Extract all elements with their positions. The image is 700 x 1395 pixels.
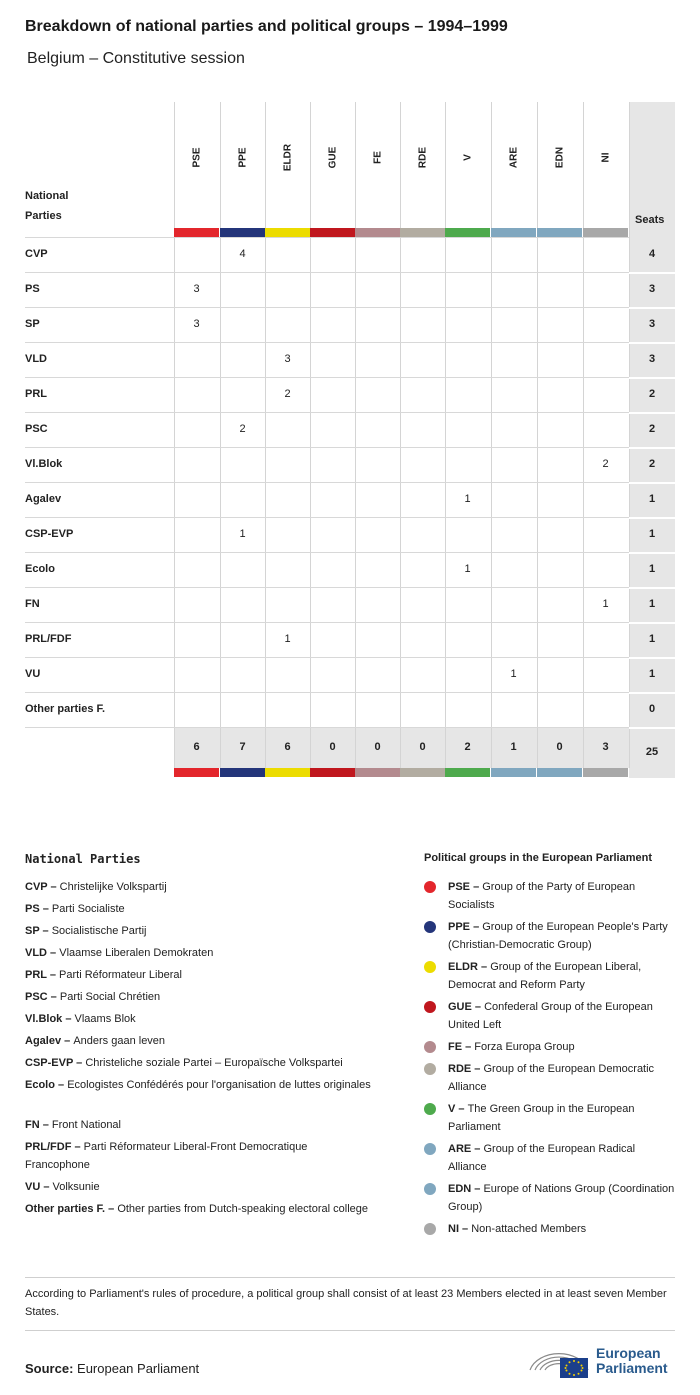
seat-row-divider (629, 552, 675, 554)
group-color-bar-ni (583, 228, 628, 237)
party-row-label: Ecolo (25, 563, 55, 575)
row-divider (25, 272, 629, 273)
party-row-label: VLD (25, 353, 47, 365)
legend-name: Front National (51, 1119, 121, 1131)
group-header-fe: FE (372, 151, 383, 164)
party-seats: 1 (648, 598, 656, 610)
source-value: European Parliament (77, 1361, 200, 1376)
group-total-bar-eldr (265, 768, 310, 777)
national-party-legend-item (25, 944, 375, 962)
seat-row-divider (629, 657, 675, 659)
party-row-label: CSP-EVP (25, 528, 74, 540)
page-title: Breakdown of national parties and political groups – 1994–1999 (25, 18, 508, 35)
group-total-bar-v (445, 768, 490, 777)
table-cell: 2 (602, 458, 609, 470)
table-cell: 1 (464, 563, 471, 575)
row-divider (25, 517, 629, 518)
legend-abbr: Other parties F. – (25, 1203, 118, 1215)
party-seats: 3 (648, 353, 656, 365)
column-divider (445, 102, 446, 768)
european-parliament-logo-icon (526, 1340, 592, 1380)
row-divider (25, 447, 629, 448)
legend-name: Other parties from Dutch-speaking electoral college (117, 1203, 368, 1215)
group-total-are: 1 (510, 741, 517, 753)
legend-abbr: FN – (25, 1119, 52, 1131)
group-header-eldr: ELDR (282, 143, 293, 172)
group-total-fe: 0 (374, 741, 381, 753)
legend-abbr: ELDR – (448, 961, 491, 973)
logo-line-2: Parliament (596, 1360, 668, 1376)
group-total-bar-are (491, 768, 536, 777)
legend-abbr: PS – (25, 903, 52, 915)
legend-abbr: PSC – (25, 991, 60, 1003)
legend-name: Vlaams Blok (74, 1013, 136, 1025)
national-party-legend-item (25, 1116, 375, 1134)
table-cell: 2 (239, 423, 246, 435)
row-divider (25, 307, 629, 308)
political-group-legend-item (448, 998, 676, 1034)
political-group-legend-item (448, 1140, 676, 1176)
rules-note: According to Parliament's rules of procedure, a political group shall consist of at least 23 Members elected in at least seven Member States. (25, 1288, 667, 1318)
group-total-bar-ppe (220, 768, 265, 777)
legend-abbr: PSE – (448, 881, 483, 893)
national-parties-legend-title: National Parties (25, 852, 141, 866)
party-seats: 2 (648, 388, 656, 400)
legend-abbr: NI – (448, 1223, 472, 1235)
group-header-v: V (462, 154, 473, 161)
party-row-label: PSC (25, 423, 48, 435)
row-divider (25, 482, 629, 483)
legend-name: Parti Réformateur Liberal-Front Democratique Francophone (25, 1141, 308, 1171)
party-seats: 0 (648, 703, 656, 715)
political-group-legend-item (448, 1038, 676, 1056)
column-divider (220, 102, 221, 768)
legend-name: Group of the European Liberal, Democrat and Reform Party (448, 961, 642, 991)
legend-abbr: CSP-EVP – (25, 1057, 86, 1069)
group-total-gue: 0 (329, 741, 336, 753)
row-divider (25, 622, 629, 623)
column-divider (174, 102, 175, 768)
national-party-legend-item (25, 1032, 375, 1050)
legend-name: Non-attached Members (471, 1223, 587, 1235)
party-seats: 1 (648, 668, 656, 680)
group-color-bar-gue (310, 228, 355, 237)
seat-row-divider (629, 692, 675, 694)
party-row-label: CVP (25, 248, 48, 260)
legend-name: Forza Europa Group (474, 1041, 575, 1053)
legend-name: Christeliche soziale Partei – Europaïsche Volkspartei (85, 1057, 343, 1069)
party-seats: 2 (648, 423, 656, 435)
legend-abbr: SP – (25, 925, 52, 937)
group-total-bar-edn (537, 768, 582, 777)
group-color-dot (424, 921, 436, 933)
seat-row-divider (629, 482, 675, 484)
legend-abbr: ARE – (448, 1143, 484, 1155)
table-cell: 2 (284, 388, 291, 400)
national-party-legend-item (25, 966, 375, 984)
party-row-label: PRL/FDF (25, 633, 72, 645)
legend-abbr: VLD – (25, 947, 60, 959)
legend-abbr: Agalev – (25, 1035, 74, 1047)
column-divider (583, 102, 584, 768)
seat-row-divider (629, 622, 675, 624)
seat-row-divider (629, 377, 675, 379)
party-row-label: PS (25, 283, 40, 295)
group-total-eldr: 6 (284, 741, 291, 753)
group-total-v: 2 (464, 741, 471, 753)
group-color-dot (424, 1001, 436, 1013)
national-party-legend-item (25, 1178, 375, 1196)
legend-abbr: FE – (448, 1041, 475, 1053)
group-total-edn: 0 (556, 741, 563, 753)
political-group-legend-item (448, 958, 676, 994)
political-group-legend-item (448, 1180, 676, 1216)
legend-name: Socialistische Partij (51, 925, 147, 937)
legend-name: Parti Socialiste (51, 903, 125, 915)
seats-header: Seats (635, 214, 665, 226)
legend-abbr: V – (448, 1103, 468, 1115)
legend-abbr: PPE – (448, 921, 483, 933)
seat-row-divider (629, 272, 675, 274)
table-cell: 1 (510, 668, 517, 680)
group-total-bar-fe (355, 768, 400, 777)
logo-line-1: European (596, 1345, 661, 1361)
legend-name: Confederal Group of the European United Left (448, 1001, 653, 1031)
group-color-dot (424, 881, 436, 893)
group-header-pse: PSE (191, 147, 202, 168)
group-color-bar-edn (537, 228, 582, 237)
group-color-dot (424, 1063, 436, 1075)
group-total-pse: 6 (193, 741, 200, 753)
row-divider (25, 727, 629, 728)
table-cell: 1 (239, 528, 246, 540)
political-group-legend-item (448, 1220, 676, 1238)
group-header-are: ARE (508, 146, 519, 169)
group-header-rde: RDE (417, 146, 428, 169)
national-party-legend-item (25, 1010, 375, 1028)
column-divider (537, 102, 538, 768)
group-total-ppe: 7 (239, 741, 246, 753)
political-group-legend-item (448, 878, 676, 914)
party-seats: 1 (648, 528, 656, 540)
legend-abbr: EDN – (448, 1183, 484, 1195)
legend-name: The Green Group in the European Parliament (448, 1103, 635, 1133)
legend-abbr: Ecolo – (25, 1079, 68, 1091)
group-header-ppe: PPE (237, 147, 248, 168)
party-seats: 1 (648, 633, 656, 645)
row-divider (25, 377, 629, 378)
legend-name: Volksunie (52, 1181, 100, 1193)
page-subtitle: Belgium – Constitutive session (27, 50, 245, 67)
total-seats: 25 (645, 746, 659, 758)
group-color-dot (424, 961, 436, 973)
table-cell: 3 (193, 318, 200, 330)
legend-name: Vlaamse Liberalen Demokraten (59, 947, 214, 959)
legend-abbr: VU – (25, 1181, 53, 1193)
group-total-bar-ni (583, 768, 628, 777)
party-seats: 3 (648, 318, 656, 330)
legend-name: Anders gaan leven (73, 1035, 166, 1047)
group-color-dot (424, 1041, 436, 1053)
group-color-bar-v (445, 228, 490, 237)
legend-name: Group of the European People's Party (Christian-Democratic Group) (448, 921, 668, 951)
table-cell: 1 (464, 493, 471, 505)
table-cell: 1 (284, 633, 291, 645)
table-cell: 4 (239, 248, 246, 260)
breakdown-table (25, 102, 675, 778)
party-row-label: Agalev (25, 493, 62, 505)
party-row-label: PRL (25, 388, 47, 400)
legend-abbr: PRL/FDF – (25, 1141, 84, 1153)
column-divider (265, 102, 266, 768)
party-seats: 1 (648, 493, 656, 505)
header-divider (25, 237, 629, 238)
column-divider (355, 102, 356, 768)
national-party-legend-item (25, 988, 375, 1006)
group-total-rde: 0 (419, 741, 426, 753)
party-row-label: FN (25, 598, 40, 610)
seat-row-divider (629, 307, 675, 309)
group-color-dot (424, 1183, 436, 1195)
source-line (25, 1361, 199, 1376)
legend-name: Group of the European Radical Alliance (448, 1143, 636, 1173)
party-seats: 4 (648, 248, 656, 260)
seat-row-divider (629, 517, 675, 519)
political-group-legend-item (448, 1060, 676, 1096)
group-total-bar-pse (174, 768, 219, 777)
column-divider (310, 102, 311, 768)
legend-abbr: GUE – (448, 1001, 485, 1013)
table-cell: 1 (602, 598, 609, 610)
group-header-gue: GUE (327, 146, 338, 169)
table-cell: 3 (284, 353, 291, 365)
party-seats: 1 (648, 563, 656, 575)
legend-name: Group of the Party of European Socialists (448, 881, 636, 911)
national-party-legend-item (25, 1054, 375, 1072)
national-parties-header: National Parties (25, 190, 69, 222)
political-groups-legend-title: Political groups in the European Parliament (424, 852, 652, 864)
national-party-legend-item (25, 878, 375, 896)
group-color-dot (424, 1143, 436, 1155)
national-party-legend-item (25, 1200, 375, 1218)
european-parliament-logo (526, 1340, 676, 1380)
group-color-bar-eldr (265, 228, 310, 237)
national-party-legend-item (25, 1138, 375, 1174)
seat-row-divider (629, 587, 675, 589)
party-row-label: VU (25, 668, 41, 680)
party-row-label: Vl.Blok (25, 458, 63, 470)
national-party-legend-item (25, 900, 375, 918)
group-color-bar-fe (355, 228, 400, 237)
row-divider (25, 692, 629, 693)
legend-name: Parti Réformateur Liberal (59, 969, 182, 981)
seat-row-divider (629, 447, 675, 449)
group-color-dot (424, 1103, 436, 1115)
source-label: Source: (25, 1361, 74, 1376)
legend-name: Parti Social Chrétien (59, 991, 161, 1003)
logo-text (596, 1346, 668, 1376)
column-divider (400, 102, 401, 768)
legend-name: Ecologistes Confédérés pour l'organisation de luttes originales (67, 1079, 371, 1091)
party-row-label: Other parties F. (25, 703, 106, 715)
table-cell: 3 (193, 283, 200, 295)
legend-abbr: CVP – (25, 881, 60, 893)
group-header-edn: EDN (554, 146, 565, 169)
row-divider (25, 552, 629, 553)
party-row-label: SP (25, 318, 40, 330)
group-color-bar-pse (174, 228, 219, 237)
legend-abbr: PRL – (25, 969, 60, 981)
row-divider (25, 587, 629, 588)
group-color-dot (424, 1223, 436, 1235)
legend-abbr: Vl.Blok – (25, 1013, 75, 1025)
legend-name: Europe of Nations Group (Coordination Group) (448, 1183, 675, 1213)
group-color-bar-ppe (220, 228, 265, 237)
legend-abbr: RDE – (448, 1063, 484, 1075)
national-party-legend-item (25, 922, 375, 940)
seat-row-divider (629, 727, 675, 729)
group-color-bar-rde (400, 228, 445, 237)
group-header-ni: NI (600, 152, 611, 163)
note-top-divider (25, 1277, 675, 1278)
national-party-legend-item (25, 1076, 375, 1094)
group-total-bar-rde (400, 768, 445, 777)
row-divider (25, 657, 629, 658)
seat-row-divider (629, 412, 675, 414)
seat-row-divider (629, 342, 675, 344)
party-seats: 2 (648, 458, 656, 470)
legend-name: Christelijke Volkspartij (59, 881, 167, 893)
legend-name: Group of the European Democratic Alliance (448, 1063, 655, 1093)
row-divider (25, 412, 629, 413)
political-group-legend-item (448, 1100, 676, 1136)
group-total-ni: 3 (602, 741, 609, 753)
note-bottom-divider (25, 1330, 675, 1331)
party-seats: 3 (648, 283, 656, 295)
row-divider (25, 342, 629, 343)
political-group-legend-item (448, 918, 676, 954)
group-total-bar-gue (310, 768, 355, 777)
group-color-bar-are (491, 228, 536, 237)
